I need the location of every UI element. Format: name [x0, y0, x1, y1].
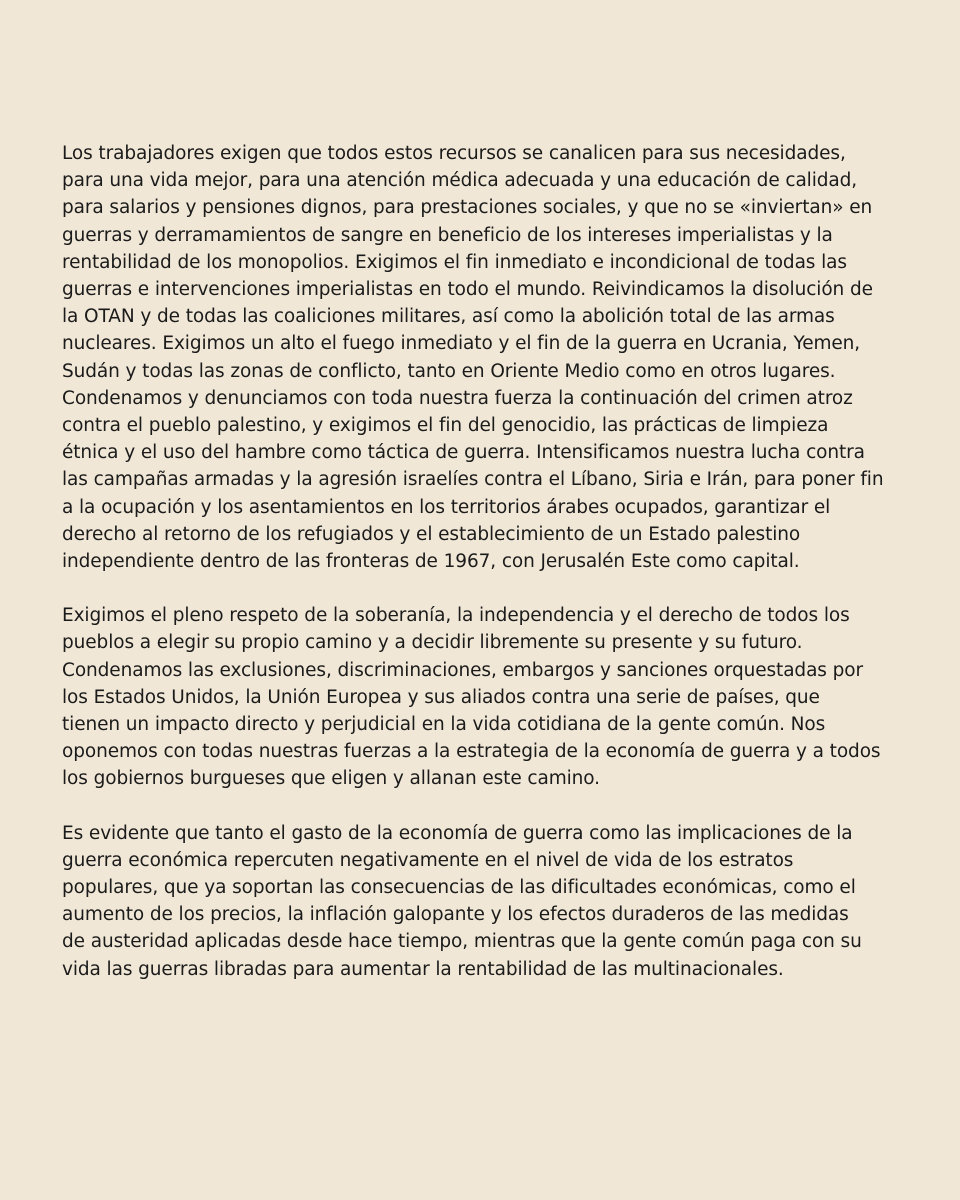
paragraph-line: oponemos con todas nuestras fuerzas a la estrategia de la economía de guerra y a todos [62, 741, 881, 763]
paragraph-line: la OTAN y de todas las coaliciones militares, así como la abolición total de las armas [62, 306, 835, 328]
paragraph-line: independiente dentro de las fronteras de 1967, con Jerusalén Este como capital. [62, 551, 800, 573]
paragraph-line: Condenamos las exclusiones, discriminaciones, embargos y sanciones orquestadas por [62, 659, 863, 681]
paragraph-1 [62, 140, 904, 575]
paragraph-line: guerras y derramamientos de sangre en beneficio de los intereses imperialistas y la [62, 224, 833, 246]
paragraph-line: Exigimos el pleno respeto de la soberanía, la independencia y el derecho de todos los [62, 605, 850, 627]
paragraph-line: nucleares. Exigimos un alto el fuego inmediato y el fin de la guerra en Ucrania, Yemen, [62, 333, 861, 355]
paragraph-line: de austeridad aplicadas desde hace tiempo, mientras que la gente común paga con su [62, 931, 862, 953]
paragraph-2 [62, 602, 904, 792]
paragraph-line: Es evidente que tanto el gasto de la economía de guerra como las implicaciones de la [62, 822, 853, 844]
paragraph-line: los gobiernos burgueses que eligen y allanan este camino. [62, 768, 600, 790]
paragraph-line: para una vida mejor, para una atención médica adecuada y una educación de calidad, [62, 170, 858, 192]
paragraph-line: guerra económica repercuten negativamente en el nivel de vida de los estratos [62, 849, 794, 871]
paragraph-line: Los trabajadores exigen que todos estos recursos se canalicen para sus necesidades, [62, 143, 846, 164]
paragraph-line: Condenamos y denunciamos con toda nuestra fuerza la continuación del crimen atroz [62, 387, 853, 409]
paragraph-line: pueblos a elegir su propio camino y a decidir libremente su presente y su futuro. [62, 632, 803, 654]
paragraph-line: aumento de los precios, la inflación galopante y los efectos duraderos de las medidas [62, 904, 849, 926]
paragraph-line: rentabilidad de los monopolios. Exigimos el fin inmediato e incondicional de todas las [62, 251, 847, 273]
paragraph-line: para salarios y pensiones dignos, para prestaciones sociales, y que no se «inviertan» en [62, 197, 873, 219]
paragraph-3 [62, 820, 904, 983]
paragraph-line: a la ocupación y los asentamientos en los territorios árabes ocupados, garantizar el [62, 496, 831, 518]
paragraph-line: Sudán y todas las zonas de conflicto, tanto en Oriente Medio como en otros lugares. [62, 360, 836, 382]
paragraph-line: guerras e intervenciones imperialistas en todo el mundo. Reivindicamos la disolución de [62, 279, 873, 301]
paragraph-line: contra el pueblo palestino, y exigimos el fin del genocidio, las prácticas de limpieza [62, 415, 829, 437]
paragraph-line: tienen un impacto directo y perjudicial en la vida cotidiana de la gente común. Nos [62, 714, 826, 736]
paragraph-line: derecho al retorno de los refugiados y el establecimiento de un Estado palestino [62, 523, 801, 545]
paragraph-line: populares, que ya soportan las consecuencias de las dificultades económicas, como el [62, 877, 856, 899]
paragraph-line: las campañas armadas y la agresión israelíes contra el Líbano, Siria e Irán, para poner fin [62, 469, 884, 491]
paragraph-line: los Estados Unidos, la Unión Europea y sus aliados contra una serie de países, que [62, 686, 820, 708]
paragraph-line: vida las guerras libradas para aumentar la rentabilidad de las multinacionales. [62, 958, 784, 980]
paragraph-line: étnica y el uso del hambre como táctica de guerra. Intensificamos nuestra lucha contra [62, 442, 865, 464]
document-body [62, 140, 904, 1010]
